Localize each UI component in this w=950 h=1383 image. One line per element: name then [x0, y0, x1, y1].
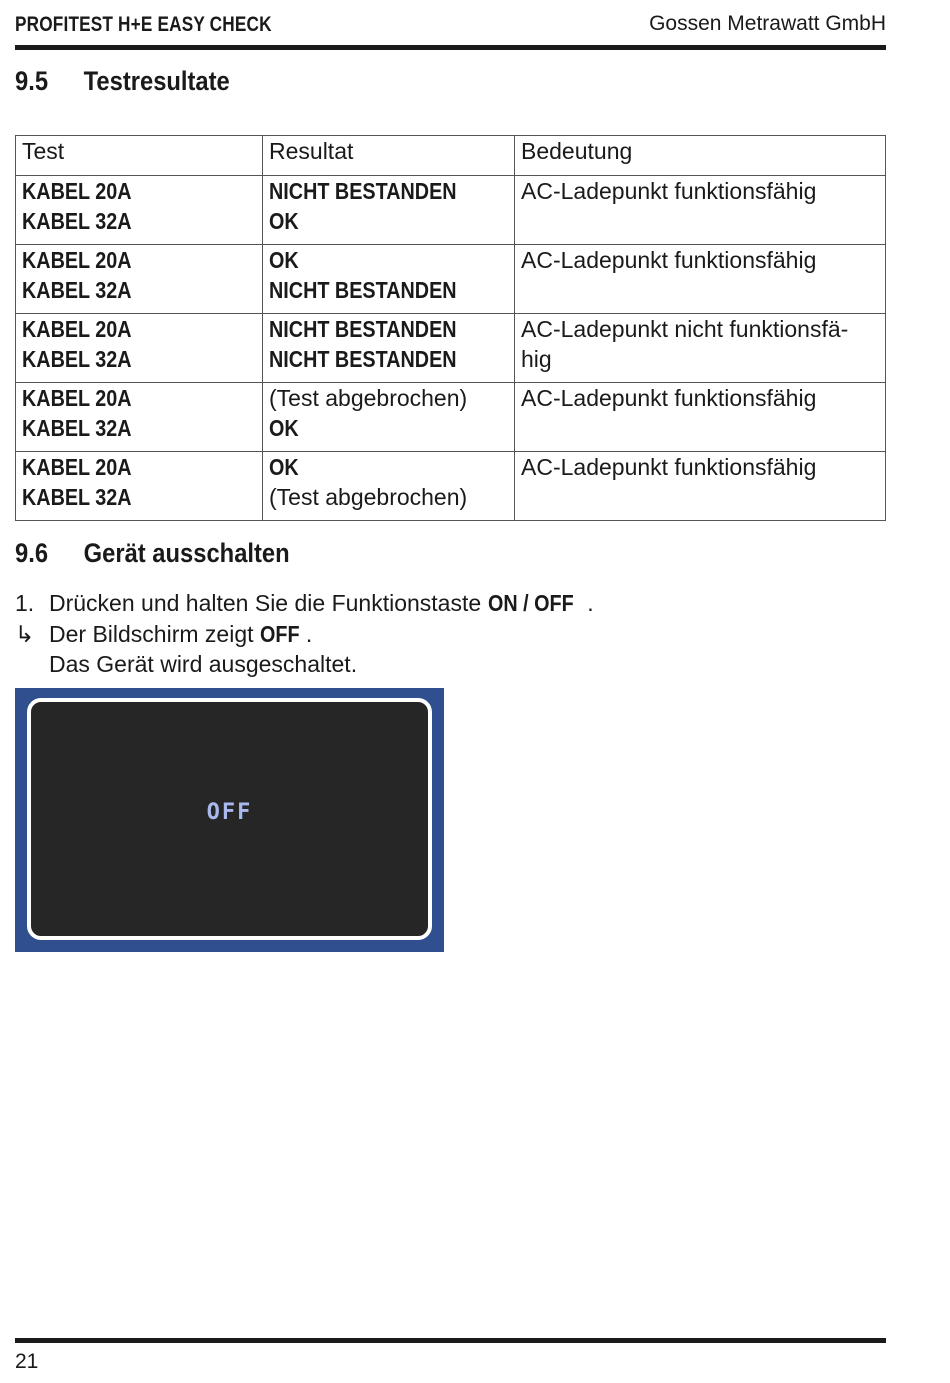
- results-table: [15, 135, 886, 521]
- column-header-test: Test: [16, 136, 263, 176]
- footer-rule: [15, 1338, 886, 1343]
- meaning-cell: [515, 245, 886, 314]
- meaning-line: hig: [521, 346, 552, 372]
- result-line: OK: [269, 415, 299, 441]
- result-line: OK: [269, 208, 299, 234]
- result-line: OK: [269, 247, 299, 273]
- header-product-title: PROFITEST H+E EASY CHECK: [15, 13, 272, 36]
- section-title: Gerät ausschalten: [83, 538, 290, 568]
- test-cell: [16, 314, 263, 383]
- test-cell: [16, 245, 263, 314]
- table-row: [16, 314, 886, 383]
- test-line: KABEL 20A: [22, 247, 132, 273]
- test-line: KABEL 32A: [22, 484, 132, 510]
- section-number: 9.6: [15, 538, 49, 568]
- step-number: 1.: [15, 590, 35, 616]
- table-row: [16, 383, 886, 452]
- test-line: KABEL 32A: [22, 277, 132, 303]
- column-header-meaning: Bedeutung: [515, 136, 886, 176]
- test-line: KABEL 20A: [22, 316, 132, 342]
- result-arrow-icon: ↳: [15, 621, 35, 647]
- step-punctuation: .: [587, 590, 594, 616]
- test-line: KABEL 32A: [22, 415, 132, 441]
- result-line: NICHT BESTANDEN: [269, 277, 457, 303]
- meaning-line: AC-Ladepunkt funktionsfähig: [521, 385, 817, 411]
- test-cell: [16, 176, 263, 245]
- column-header-result: Resultat: [263, 136, 515, 176]
- table-row: [16, 176, 886, 245]
- meaning-cell: [515, 383, 886, 452]
- result-line: (Test abgebrochen): [269, 484, 468, 510]
- device-display-frame: [15, 688, 444, 952]
- section-heading-9-5: [15, 66, 230, 97]
- result-line: OK: [269, 454, 299, 480]
- result-cell: [263, 245, 515, 314]
- result-text-line-2: Das Gerät wird ausgeschaltet.: [49, 651, 358, 677]
- result-line: NICHT BESTANDEN: [269, 346, 457, 372]
- test-line: KABEL 20A: [22, 178, 132, 204]
- table-row: [16, 452, 886, 521]
- key-name: ON / OFF: [487, 590, 574, 616]
- table-row: [16, 245, 886, 314]
- result-cell: [263, 452, 515, 521]
- meaning-line: AC-Ladepunkt funktionsfähig: [521, 247, 817, 273]
- meaning-cell: [515, 176, 886, 245]
- header-rule: [15, 45, 886, 50]
- test-line: KABEL 20A: [22, 454, 132, 480]
- result-line: NICHT BESTANDEN: [269, 178, 457, 204]
- meaning-line: AC-Ladepunkt funktionsfähig: [521, 178, 817, 204]
- section-heading-9-6: [15, 538, 290, 569]
- meaning-line: AC-Ladepunkt nicht funktionsfä-: [521, 316, 849, 342]
- test-cell: [16, 452, 263, 521]
- meaning-line: AC-Ladepunkt funktionsfähig: [521, 454, 817, 480]
- meaning-cell: [515, 452, 886, 521]
- section-title: Testresultate: [83, 66, 230, 96]
- instruction-step-1: [15, 588, 594, 618]
- result-line: (Test abgebrochen): [269, 385, 468, 411]
- instruction-result: [15, 619, 312, 649]
- page-number: 21: [15, 1350, 39, 1373]
- section-number: 9.5: [15, 66, 49, 96]
- header-company: Gossen Metrawatt GmbH: [649, 12, 886, 35]
- meaning-cell: [515, 314, 886, 383]
- result-line: NICHT BESTANDEN: [269, 316, 457, 342]
- result-cell: [263, 176, 515, 245]
- device-screen: [27, 698, 432, 940]
- test-cell: [16, 383, 263, 452]
- result-text: Der Bildschirm zeigt: [49, 621, 260, 647]
- test-line: KABEL 20A: [22, 385, 132, 411]
- screen-off-text: OFF: [206, 800, 253, 825]
- step-text: Drücken und halten Sie die Funktionstaste: [49, 590, 488, 616]
- test-line: KABEL 32A: [22, 208, 132, 234]
- result-cell: [263, 383, 515, 452]
- result-punctuation: .: [305, 621, 313, 647]
- table-header-row: [16, 136, 886, 176]
- test-line: KABEL 32A: [22, 346, 132, 372]
- display-keyword: OFF: [259, 621, 300, 647]
- result-cell: [263, 314, 515, 383]
